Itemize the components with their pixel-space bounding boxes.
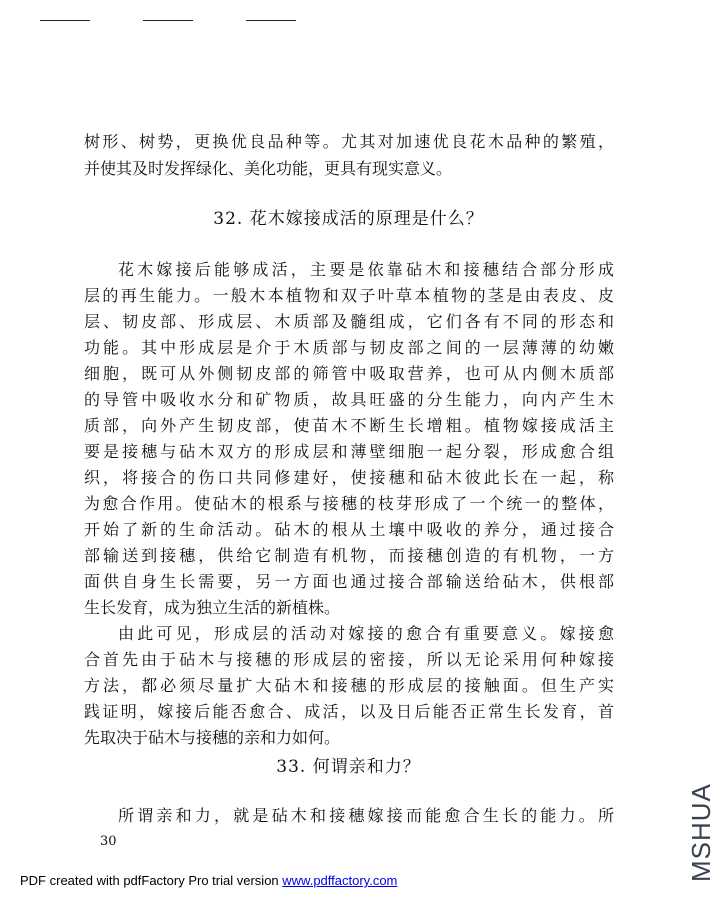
text-line: 树形、树势，更换优良品种等。尤其对加速优良花木品种的繁殖，: [84, 132, 614, 151]
section-heading-32: 32. 花木嫁接成活的原理是什么？: [213, 209, 484, 229]
text-line: 的导管中吸收水分和矿物质，故具旺盛的分生能力，向内产生木: [84, 390, 614, 409]
top-rule-3: [246, 20, 296, 21]
text-line: 方法，都必须尽量扩大砧木和接穗的形成层的接触面。但生产实: [84, 676, 614, 695]
text-line: 所谓亲和力，就是砧木和接穗嫁接而能愈合生长的能力。所: [118, 806, 614, 825]
text-line: 生长发育，成为独立生活的新植株。: [84, 598, 341, 617]
text-line: 层、韧皮部、形成层、木质部及髓组成，它们各有不同的形态和: [84, 312, 614, 331]
text-line: 要是接穗与砧木双方的形成层和薄壁细胞一起分裂，形成愈合组: [84, 442, 614, 461]
text-line: 由此可见，形成层的活动对嫁接的愈合有重要意义。嫁接愈: [118, 624, 614, 643]
text-line: 开始了新的生命活动。砧木的根从土壤中吸收的养分，通过接合: [84, 520, 614, 539]
text-line: 为愈合作用。使砧木的根系与接穗的枝芽形成了一个统一的整体，: [84, 494, 614, 513]
footer-text: PDF created with pdfFactory Pro trial version: [20, 873, 283, 888]
page-number: 30: [100, 834, 117, 849]
text-line: 织，将接合的伤口共同修建好，使接穗和砧木彼此长在一起，称: [84, 468, 614, 487]
text-line: 功能。其中形成层是介于木质部与韧皮部之间的一层薄薄的幼嫩: [84, 338, 614, 357]
top-rule-2: [143, 20, 193, 21]
pdf-footer: [20, 873, 397, 889]
text-line: 先取决于砧木与接穗的亲和力如何。: [84, 728, 341, 747]
text-line: 并使其及时发挥绿化、美化功能，更具有现实意义。: [84, 159, 453, 178]
text-line: 合首先由于砧木与接穗的形成层的密接，所以无论采用何种嫁接: [84, 650, 614, 669]
text-line: 花木嫁接后能够成活，主要是依靠砧木和接穗结合部分形成: [118, 260, 614, 279]
footer-link[interactable]: www.pdffactory.com: [282, 873, 398, 888]
text-line: 践证明，嫁接后能否愈合、成活，以及日后能否正常生长发育，首: [84, 702, 614, 721]
watermark: MSHUA: [686, 783, 716, 882]
top-rule-1: [40, 20, 90, 21]
text-line: 面供自身生长需要，另一方面也通过接合部输送给砧木，供根部: [84, 572, 614, 591]
text-line: 层的再生能力。一般木本植物和双子叶草本植物的茎是由表皮、皮: [84, 286, 614, 305]
text-line: 细胞，既可从外侧韧皮部的筛管中吸取营养，也可从内侧木质部: [84, 364, 614, 383]
text-line: 部输送到接穗，供给它制造有机物，而接穗创造的有机物，一方: [84, 546, 614, 565]
text-line: 质部，向外产生韧皮部，使苗木不断生长增粗。植物嫁接成活主: [84, 416, 614, 435]
section-heading-33: 33. 何谓亲和力？: [276, 757, 421, 777]
